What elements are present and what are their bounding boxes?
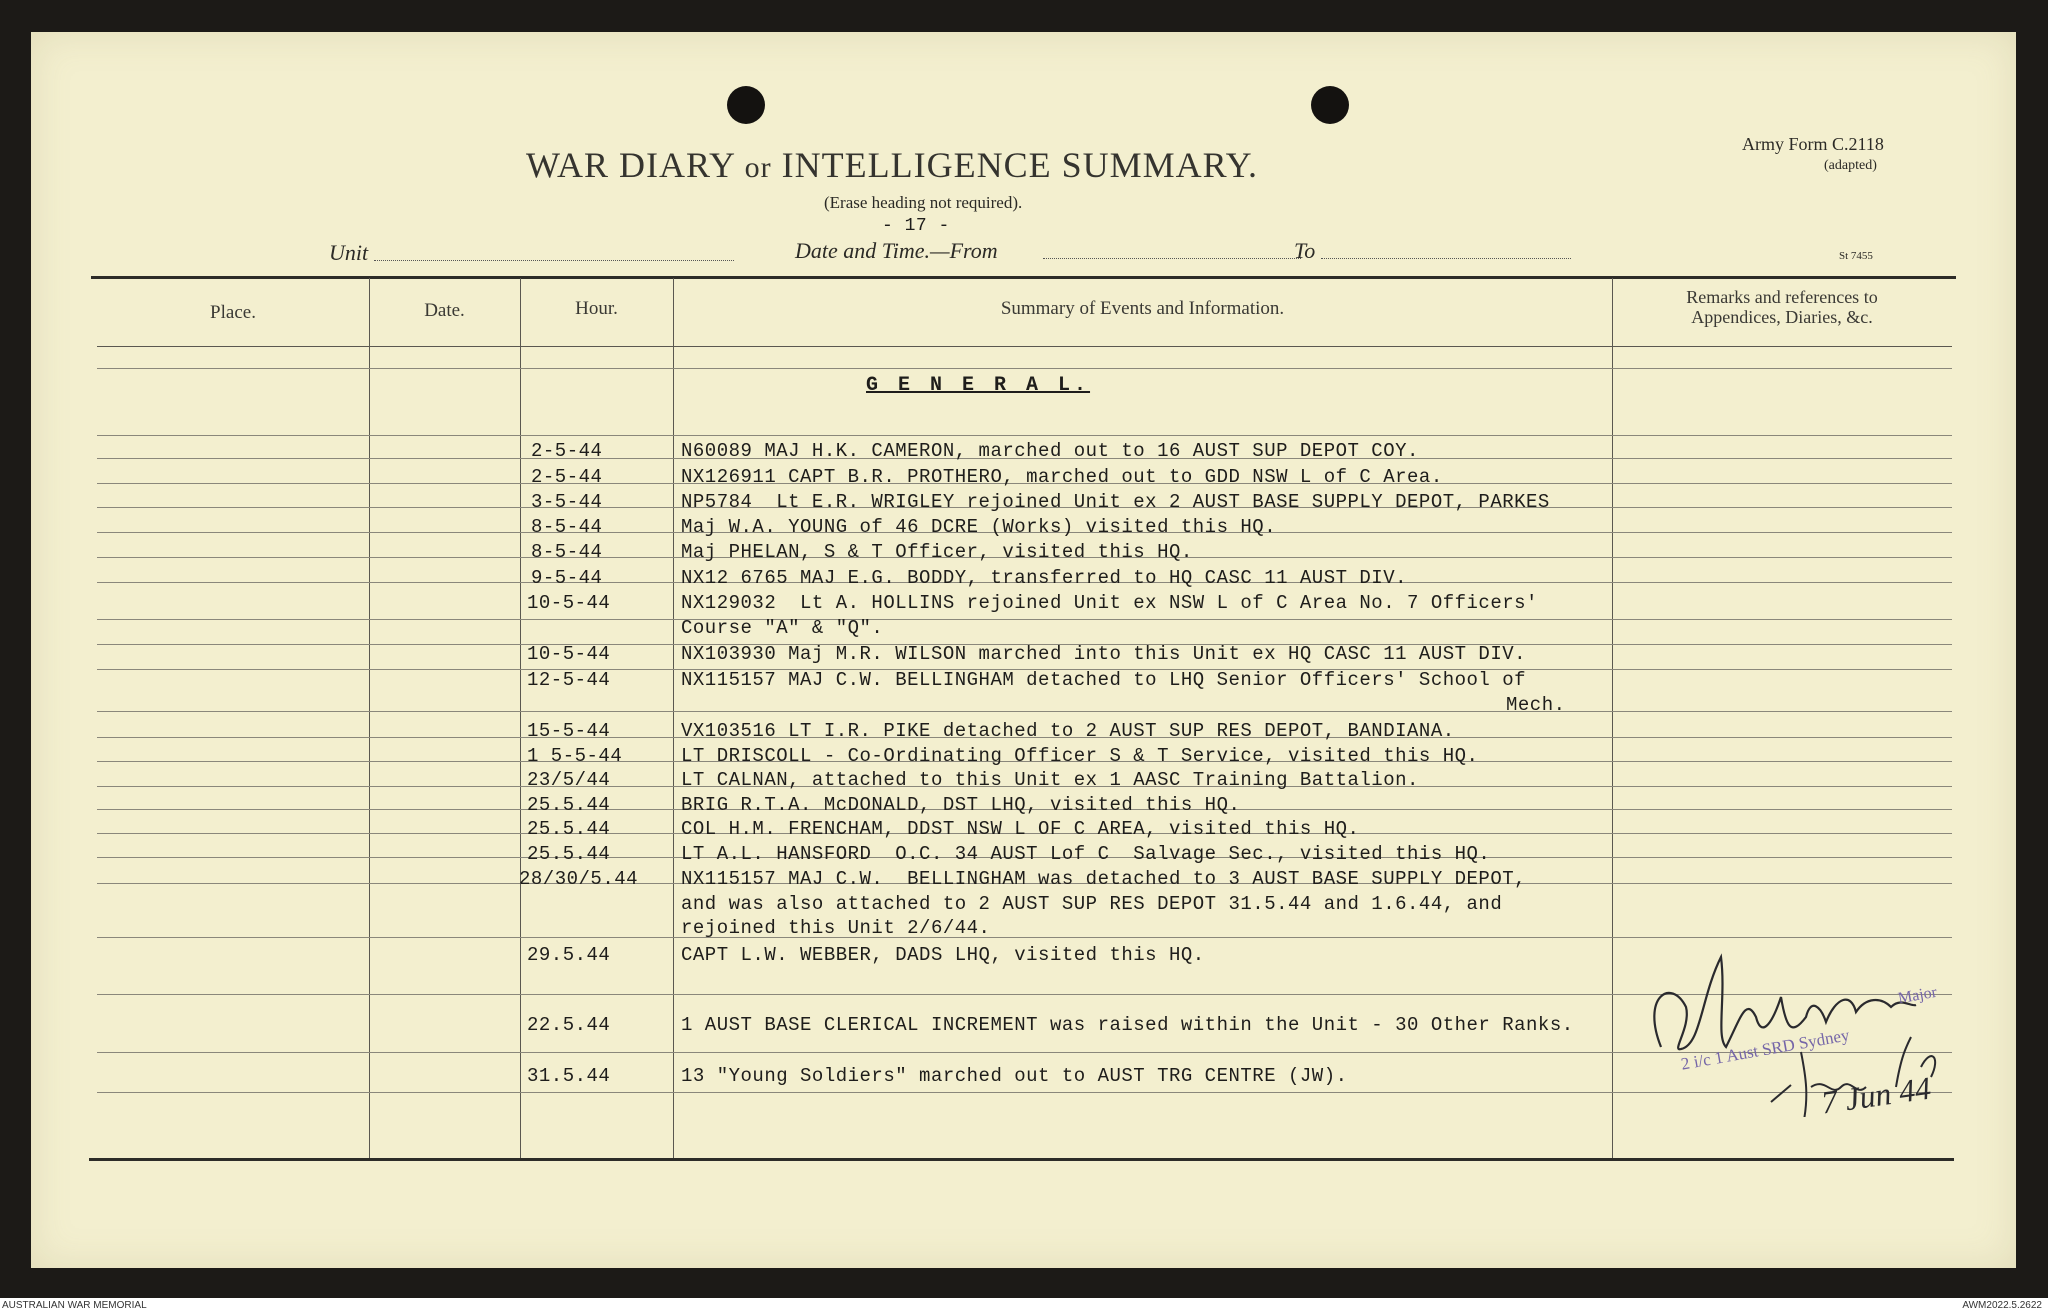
army-form-sub: (adapted) bbox=[1824, 158, 1877, 173]
entry-text-line: LT DRISCOLL - Co-Ordinating Officer S & T Service, visited this HQ. bbox=[681, 745, 1479, 767]
erase-note: (Erase heading not required). bbox=[824, 193, 1023, 212]
entry-text-line: Maj W.A. YOUNG of 46 DCRE (Works) visited this HQ. bbox=[681, 516, 1277, 538]
divider-place-date bbox=[369, 278, 370, 1158]
stock-number: St 7455 bbox=[1839, 250, 1873, 262]
col-summary: Summary of Events and Information. bbox=[1000, 298, 1285, 319]
divider-summary-remarks bbox=[1612, 278, 1613, 1158]
title-intelligence-summary: INTELLIGENCE SUMMARY. bbox=[781, 145, 1259, 185]
date-from-field-line bbox=[1043, 258, 1301, 259]
punch-hole-left bbox=[727, 86, 765, 124]
stamp-unit: 2 i/c 1 Aust SRD Sydney bbox=[1679, 1025, 1851, 1074]
ruled-line bbox=[97, 711, 1952, 712]
entry-hour: 25.5.44 bbox=[527, 794, 611, 816]
entry-text-line: Mech. bbox=[1506, 693, 1566, 716]
entry-text-line: BRIG R.T.A. McDONALD, DST LHQ, visited this HQ. bbox=[681, 794, 1241, 816]
entry-text-line: Maj PHELAN, S & T Officer, visited this HQ. bbox=[681, 541, 1193, 563]
footer-institution: AUSTRALIAN WAR MEMORIAL bbox=[2, 1300, 147, 1311]
entry-text-line: VX103516 LT I.R. PIKE detached to 2 AUST SUP RES DEPOT, BANDIANA. bbox=[681, 720, 1455, 742]
entry-hour: 28/30/5.44 bbox=[519, 868, 639, 890]
entry-text-line: NX115157 MAJ C.W. BELLINGHAM detached to LHQ Senior Officers' School of bbox=[681, 669, 1527, 691]
unit-field-line bbox=[374, 260, 734, 261]
handwritten-date: 7 Jun 44 bbox=[1818, 1069, 1934, 1121]
footer-accession-number: AWM2022.5.2622 bbox=[1962, 1300, 2042, 1311]
entry-hour: 8-5-44 bbox=[531, 516, 603, 538]
entry-hour: 31.5.44 bbox=[527, 1065, 611, 1087]
entry-text-line: 13 "Young Soldiers" marched out to AUST TRG CENTRE (JW). bbox=[681, 1065, 1348, 1087]
entry-hour: 29.5.44 bbox=[527, 944, 611, 966]
title-war-diary: WAR DIARY bbox=[526, 145, 735, 185]
header-bottom-rule bbox=[97, 346, 1952, 347]
entry-hour: 15-5-44 bbox=[527, 720, 611, 742]
entry-hour: 2-5-44 bbox=[531, 466, 603, 488]
entry-text-line: LT A.L. HANSFORD O.C. 34 AUST Lof C Salvage Sec., visited this HQ. bbox=[681, 843, 1491, 865]
entry-hour: 12-5-44 bbox=[527, 669, 611, 691]
ruled-line bbox=[97, 619, 1952, 620]
entry-hour: 2-5-44 bbox=[531, 440, 603, 462]
to-label: To bbox=[1294, 238, 1316, 263]
entry-text-line: Course "A" & "Q". bbox=[681, 616, 884, 639]
entry-hour: 1 5-5-44 bbox=[527, 745, 623, 767]
entry-text-line: NX129032 Lt A. HOLLINS rejoined Unit ex NSW L of C Area No. 7 Officers' bbox=[681, 592, 1538, 614]
entry-hour: 3-5-44 bbox=[531, 491, 603, 513]
table-top-rule bbox=[91, 276, 1956, 279]
table-bottom-rule bbox=[89, 1158, 1954, 1161]
entry-text-line: and was also attached to 2 AUST SUP RES DEPOT 31.5.44 and 1.6.44, and bbox=[681, 892, 1503, 915]
entry-hour: 10-5-44 bbox=[527, 643, 611, 665]
section-heading: G E N E R A L. bbox=[866, 374, 1091, 397]
page-number: - 17 - bbox=[882, 216, 950, 236]
entry-text-line: NX103930 Maj M.R. WILSON marched into this Unit ex HQ CASC 11 AUST DIV. bbox=[681, 643, 1527, 665]
col-date: Date. bbox=[424, 300, 465, 321]
entry-hour: 22.5.44 bbox=[527, 1014, 611, 1036]
entry-hour: 25.5.44 bbox=[527, 843, 611, 865]
col-hour: Hour. bbox=[575, 298, 618, 319]
col-remarks-line2: Appendices, Diaries, &c. bbox=[1691, 307, 1873, 327]
entry-hour: 8-5-44 bbox=[531, 541, 603, 563]
punch-hole-right bbox=[1311, 86, 1349, 124]
army-form-label: Army Form C.2118 bbox=[1742, 134, 1884, 154]
ruled-line bbox=[97, 368, 1952, 369]
entry-text-line: 1 AUST BASE CLERICAL INCREMENT was raised within the Unit - 30 Other Ranks. bbox=[681, 1014, 1574, 1036]
entry-text-line: rejoined this Unit 2/6/44. bbox=[681, 917, 991, 939]
divider-hour-summary bbox=[673, 278, 674, 1158]
entry-text-line: CAPT L.W. WEBBER, DADS LHQ, visited this HQ. bbox=[681, 944, 1205, 966]
date-time-from-label: Date and Time.—From bbox=[795, 238, 998, 263]
entry-text-line: NX115157 MAJ C.W. BELLINGHAM was detached to 3 AUST BASE SUPPLY DEPOT, bbox=[681, 868, 1527, 890]
col-remarks bbox=[1612, 287, 1952, 327]
entry-text-line: N60089 MAJ H.K. CAMERON, marched out to 16 AUST SUP DEPOT COY. bbox=[681, 440, 1419, 462]
entry-text-line: COL H.M. FRENCHAM, DDST NSW L OF C AREA, visited this HQ. bbox=[681, 818, 1360, 840]
entry-text-line: NX126911 CAPT B.R. PROTHERO, marched out to GDD NSW L of C Area. bbox=[681, 466, 1443, 488]
entry-text-line: NP5784 Lt E.R. WRIGLEY rejoined Unit ex 2 AUST BASE SUPPLY DEPOT, PARKES bbox=[681, 491, 1550, 513]
entry-hour: 25.5.44 bbox=[527, 818, 611, 840]
col-remarks-line1: Remarks and references to bbox=[1686, 287, 1878, 307]
ruled-line bbox=[97, 435, 1952, 436]
entry-text-line: NX12 6765 MAJ E.G. BODDY, transferred to HQ CASC 11 AUST DIV. bbox=[681, 567, 1408, 589]
col-place: Place. bbox=[210, 302, 256, 323]
entry-hour: 9-5-44 bbox=[531, 567, 603, 589]
entry-hour: 23/5/44 bbox=[527, 769, 611, 791]
title-or: or bbox=[744, 151, 772, 184]
unit-label: Unit bbox=[329, 240, 369, 265]
war-diary-page bbox=[31, 32, 2016, 1268]
stamp-rank: Major bbox=[1896, 983, 1939, 1008]
page-title bbox=[526, 144, 1258, 186]
date-to-field-line bbox=[1321, 258, 1571, 259]
divider-date-hour bbox=[520, 278, 521, 1158]
entry-text-line: LT CALNAN, attached to this Unit ex 1 AASC Training Battalion. bbox=[681, 769, 1419, 791]
entry-hour: 10-5-44 bbox=[527, 592, 611, 614]
